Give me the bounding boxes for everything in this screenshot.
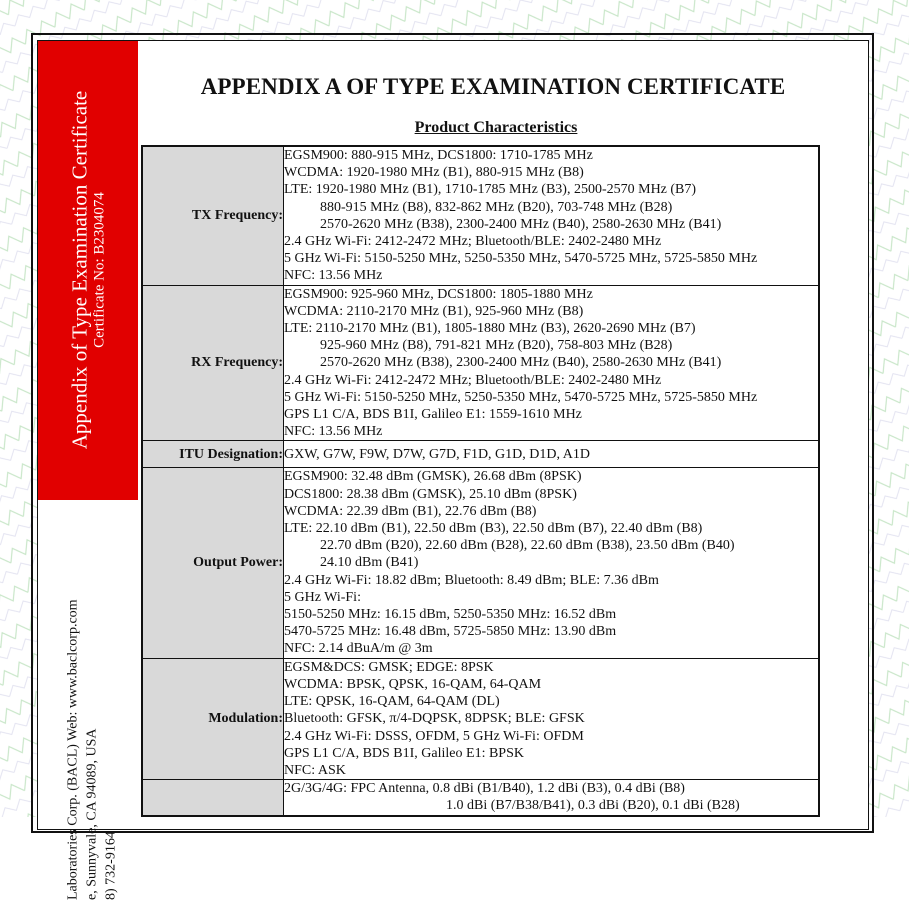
value-line: Bluetooth: GFSK, π/4-DQPSK, 8DPSK; BLE: GFSK (284, 711, 585, 727)
value-line: EGSM900: 925-960 MHz, DCS1800: 1805-1880 MHz (284, 286, 593, 302)
value-line: NFC: 13.56 MHz (284, 268, 383, 284)
value-line: 880-915 MHz (B8), 832-862 MHz (B20), 703-748 MHz (B28) (320, 199, 673, 215)
lab-line-1: Laboratories Corp. (BACL) Web: www.baclcorp.com (65, 599, 81, 900)
value-line: NFC: 13.56 MHz (284, 424, 383, 440)
row-label: RX Frequency: (142, 285, 284, 441)
value-line: 2.4 GHz Wi-Fi: DSSS, OFDM, 5 GHz Wi-Fi: OFDM (284, 728, 584, 744)
certificate-number: Certificate No: B2304074 (91, 192, 108, 348)
value-line: 5470-5725 MHz: 16.48 dBm, 5725-5850 MHz: 13.90 dBm (284, 624, 617, 640)
value-line: WCDMA: 1920-1980 MHz (B1), 880-915 MHz (B8) (284, 165, 584, 181)
row-value (284, 285, 820, 441)
row-label: ITU Designation: (142, 441, 284, 468)
product-characteristics-table (141, 145, 820, 817)
row-value (284, 441, 820, 468)
value-line: DCS1800: 28.38 dBm (GMSK), 25.10 dBm (8PSK) (284, 486, 577, 502)
section-subtitle: Product Characteristics (414, 119, 578, 136)
value-line: WCDMA: 22.39 dBm (B1), 22.76 dBm (B8) (284, 503, 537, 519)
value-line: 5 GHz Wi-Fi: 5150-5250 MHz, 5250-5350 MHz, 5470-5725 MHz, 5725-5850 MHz (284, 389, 758, 405)
row-label: Output Power: (142, 468, 284, 658)
value-line: 2G/3G/4G: FPC Antenna, 0.8 dBi (B1/B40), 1.2 dBi (B3), 0.4 dBi (B8) (284, 781, 685, 797)
value-line: GXW, G7W, F9W, D7W, G7D, F1D, G1D, D1D, A1D (284, 446, 590, 462)
value-line: GPS L1 C/A, BDS B1I, Galileo E1: BPSK (284, 745, 524, 761)
table-row-modulation (142, 658, 819, 779)
page-title: APPENDIX A OF TYPE EXAMINATION CERTIFICATE (200, 74, 786, 99)
sidebar-title: Appendix of Type Examination Certificate (67, 90, 92, 450)
value-line: 5 GHz Wi-Fi: 5150-5250 MHz, 5250-5350 MHz, 5470-5725 MHz, 5725-5850 MHz (284, 251, 758, 267)
table-row-itu-designation (142, 441, 819, 468)
row-value (284, 658, 820, 779)
value-line: WCDMA: 2110-2170 MHz (B1), 925-960 MHz (B8) (284, 303, 584, 319)
table-row-tx-frequency (142, 146, 819, 285)
row-label (142, 780, 284, 816)
row-label: TX Frequency: (142, 146, 284, 285)
row-value (284, 468, 820, 658)
value-line: EGSM900: 32.48 dBm (GMSK), 26.68 dBm (8PSK) (284, 469, 582, 485)
value-line: NFC: ASK (284, 762, 346, 778)
value-line: NFC: 2.14 dBuA/m @ 3m (284, 641, 433, 657)
value-line: 2570-2620 MHz (B38), 2300-2400 MHz (B40), 2580-2630 MHz (B41) (320, 216, 722, 232)
value-line: 24.10 dBm (B41) (320, 555, 419, 571)
row-value (284, 146, 820, 285)
value-line: 5 GHz Wi-Fi: (284, 589, 361, 605)
value-line: LTE: 1920-1980 MHz (B1), 1710-1785 MHz (B3), 2500-2570 MHz (B7) (284, 182, 697, 198)
value-line: 2.4 GHz Wi-Fi: 2412-2472 MHz; Bluetooth/BLE: 2402-2480 MHz (284, 372, 662, 388)
value-line: WCDMA: BPSK, QPSK, 16-QAM, 64-QAM (284, 676, 542, 692)
lab-line-2: e, Sunnyvale, CA 94089, USA (84, 728, 100, 900)
sidebar-title-block (67, 40, 108, 500)
table-row-rx-frequency (142, 285, 819, 441)
value-line: EGSM&DCS: GMSK; EDGE: 8PSK (284, 659, 494, 675)
row-label: Modulation: (142, 658, 284, 779)
value-line: EGSM900: 880-915 MHz, DCS1800: 1710-1785 MHz (284, 148, 593, 163)
value-line: 1.0 dBi (B7/B38/B41), 0.3 dBi (B20), 0.1 dBi (B28) (446, 798, 740, 814)
value-line: GPS L1 C/A, BDS B1I, Galileo E1: 1559-1610 MHz (284, 407, 582, 423)
row-value (284, 780, 820, 816)
value-line: LTE: 22.10 dBm (B1), 22.50 dBm (B3), 22.50 dBm (B7), 22.40 dBm (B8) (284, 521, 703, 537)
table-row-output-power (142, 468, 819, 658)
lab-line-3: 8) 732-9164 (103, 831, 119, 900)
table-row-antenna (142, 780, 819, 816)
value-line: 2.4 GHz Wi-Fi: 2412-2472 MHz; Bluetooth/BLE: 2402-2480 MHz (284, 234, 662, 250)
value-line: LTE: 2110-2170 MHz (B1), 1805-1880 MHz (B3), 2620-2690 MHz (B7) (284, 321, 696, 337)
value-line: 925-960 MHz (B8), 791-821 MHz (B20), 758-803 MHz (B28) (320, 338, 673, 354)
value-line: 5150-5250 MHz: 16.15 dBm, 5250-5350 MHz: 16.52 dBm (284, 607, 617, 623)
value-line: 2570-2620 MHz (B38), 2300-2400 MHz (B40), 2580-2630 MHz (B41) (320, 355, 722, 371)
laboratory-info (64, 540, 121, 900)
value-line: 2.4 GHz Wi-Fi: 18.82 dBm; Bluetooth: 8.49 dBm; BLE: 7.36 dBm (284, 572, 659, 588)
value-line: LTE: QPSK, 16-QAM, 64-QAM (DL) (284, 694, 500, 710)
value-line: 22.70 dBm (B20), 22.60 dBm (B28), 22.60 dBm (B38), 23.50 dBm (B40) (320, 538, 735, 554)
